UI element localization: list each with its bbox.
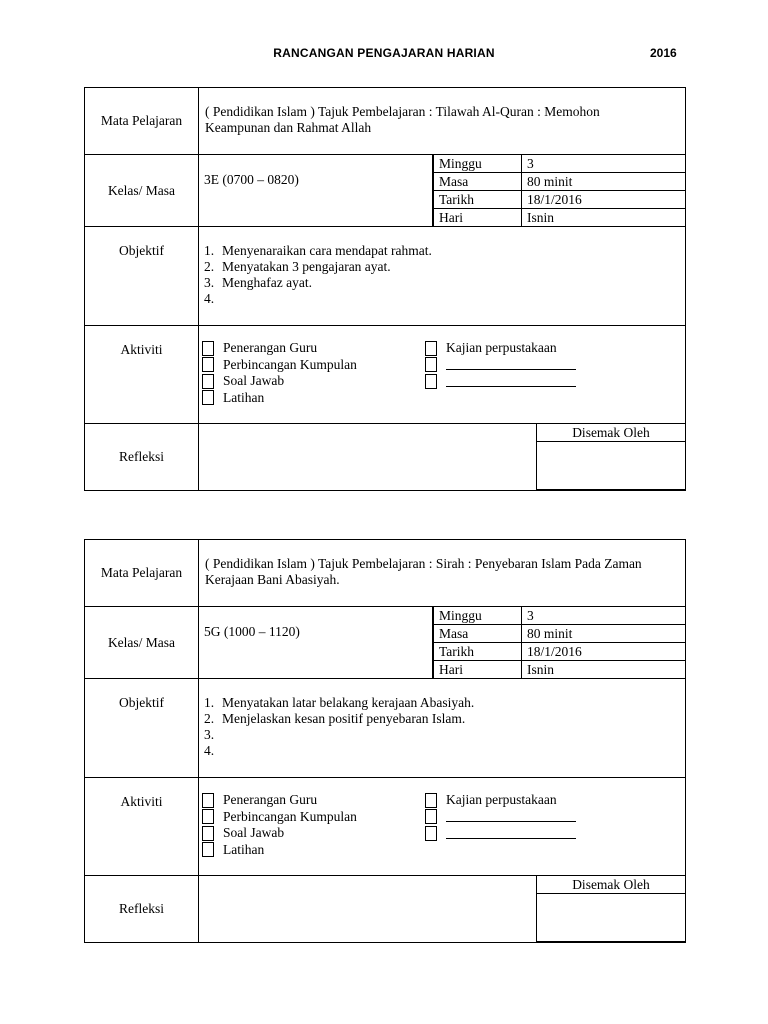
activity-label: Perbincangan Kumpulan (223, 808, 357, 824)
document-year: 2016 (650, 46, 677, 60)
activity-blank-line[interactable] (446, 359, 576, 370)
subject-cell (199, 88, 686, 155)
objective-num: 4. (204, 743, 215, 758)
activity-item (202, 373, 357, 390)
activities-cell (199, 778, 686, 876)
activity-blank-line[interactable] (446, 828, 576, 839)
objective-num: 2. (204, 259, 215, 274)
info-key: Minggu (434, 155, 522, 173)
info-key: Hari (434, 661, 522, 679)
objective-num: 1. (204, 695, 215, 710)
activity-item (425, 809, 576, 826)
objective-text: Menghafaz ayat. (222, 275, 312, 290)
info-value: 3 (522, 155, 686, 173)
activity-label: Soal Jawab (223, 825, 285, 841)
activity-label: Penerangan Guru (223, 340, 318, 356)
activity-checkbox[interactable] (202, 390, 214, 405)
activity-checkbox[interactable] (425, 826, 437, 841)
activity-checkbox[interactable] (202, 374, 214, 389)
subject-line: Keampunan dan Rahmat Allah (205, 120, 372, 135)
activity-checkbox[interactable] (202, 809, 214, 824)
activity-label: Penerangan Guru (223, 792, 318, 808)
activity-checkbox[interactable] (425, 374, 437, 389)
reflection-cell[interactable] (199, 424, 686, 491)
info-key: Masa (434, 173, 522, 191)
disemak-oleh-label: Disemak Oleh (537, 424, 685, 442)
activity-label: Kajian perpustakaan (446, 340, 557, 356)
activities-right (425, 340, 576, 390)
info-key: Tarikh (434, 643, 522, 661)
objektif-label: Objektif (85, 227, 199, 326)
activity-item (425, 357, 576, 374)
activity-label: Latihan (223, 389, 265, 405)
subject-line: ( Pendidikan Islam ) Tajuk Pembelajaran : Sirah : Penyebaran Islam Pada Zaman (205, 556, 642, 571)
info-key: Tarikh (434, 191, 522, 209)
info-value: Isnin (522, 661, 686, 679)
activity-checkbox[interactable] (202, 826, 214, 841)
objective-num: 1. (204, 243, 215, 258)
objektif-label: Objektif (85, 679, 199, 778)
activity-item (425, 373, 576, 390)
info-value: 80 minit (522, 625, 686, 643)
info-value: 18/1/2016 (522, 643, 686, 661)
activity-label: Kajian perpustakaan (446, 792, 557, 808)
activity-label: Latihan (223, 841, 265, 857)
lesson-plan-table (84, 87, 686, 491)
kelas-value: 5G (1000 – 1120) (199, 607, 433, 678)
subject-line: ( Pendidikan Islam ) Tajuk Pembelajaran : Tilawah Al-Quran : Memohon (205, 104, 600, 119)
info-table (433, 607, 685, 678)
document-title: RANCANGAN PENGAJARAN HARIAN (273, 46, 495, 60)
activity-checkbox[interactable] (202, 341, 214, 356)
info-value: 3 (522, 607, 686, 625)
activity-checkbox[interactable] (425, 809, 437, 824)
refleksi-label: Refleksi (85, 424, 199, 491)
info-key: Masa (434, 625, 522, 643)
activity-checkbox[interactable] (425, 341, 437, 356)
objective-item (204, 727, 685, 743)
activity-item (202, 357, 357, 374)
objective-num: 4. (204, 291, 215, 306)
aktiviti-label: Aktiviti (85, 326, 199, 424)
activity-item (202, 809, 357, 826)
activity-item (202, 825, 357, 842)
objective-num: 3. (204, 275, 215, 290)
activity-item (202, 340, 357, 357)
objective-text: Menjelaskan kesan positif penyebaran Islam. (222, 711, 466, 726)
mata-pelajaran-label: Mata Pelajaran (85, 540, 199, 607)
objective-item (204, 259, 685, 275)
activity-checkbox[interactable] (202, 793, 214, 808)
activities-cell (199, 326, 686, 424)
kelas-value: 3E (0700 – 0820) (199, 155, 433, 226)
info-value: Isnin (522, 209, 686, 227)
disemak-box (536, 423, 686, 490)
kelas-cell (199, 155, 686, 227)
objective-item (204, 291, 685, 307)
info-key: Minggu (434, 607, 522, 625)
activity-item (425, 340, 576, 357)
info-value: 18/1/2016 (522, 191, 686, 209)
reflection-cell[interactable] (199, 876, 686, 943)
mata-pelajaran-label: Mata Pelajaran (85, 88, 199, 155)
activity-item (202, 842, 357, 859)
activity-item (202, 792, 357, 809)
objective-text: Menyatakan 3 pengajaran ayat. (222, 259, 391, 274)
info-key: Hari (434, 209, 522, 227)
subject-cell (199, 540, 686, 607)
objective-item (204, 275, 685, 291)
kelas-masa-label: Kelas/ Masa (85, 155, 199, 227)
objective-item (204, 711, 685, 727)
activity-checkbox[interactable] (425, 793, 437, 808)
kelas-cell (199, 607, 686, 679)
activity-item (425, 792, 576, 809)
objective-text: Menyatakan latar belakang kerajaan Abasiyah. (222, 695, 475, 710)
objective-item (204, 695, 685, 711)
objective-num: 2. (204, 711, 215, 726)
refleksi-label: Refleksi (85, 876, 199, 943)
activity-item (425, 825, 576, 842)
activity-item (202, 390, 357, 407)
activity-blank-line[interactable] (446, 811, 576, 822)
objective-item (204, 243, 685, 259)
objectives-cell (199, 227, 686, 326)
info-value: 80 minit (522, 173, 686, 191)
disemak-box (536, 875, 686, 942)
activity-label: Soal Jawab (223, 373, 285, 389)
activity-checkbox[interactable] (202, 842, 214, 857)
activity-checkbox[interactable] (425, 357, 437, 372)
objective-item (204, 743, 685, 759)
info-table (433, 155, 685, 226)
aktiviti-label: Aktiviti (85, 778, 199, 876)
objective-num: 3. (204, 727, 215, 742)
lesson-plan-table (84, 539, 686, 943)
activities-left (202, 340, 357, 406)
activity-label: Perbincangan Kumpulan (223, 356, 357, 372)
activities-right (425, 792, 576, 842)
kelas-masa-label: Kelas/ Masa (85, 607, 199, 679)
activity-checkbox[interactable] (202, 357, 214, 372)
disemak-oleh-label: Disemak Oleh (537, 876, 685, 894)
activities-left (202, 792, 357, 858)
activity-blank-line[interactable] (446, 376, 576, 387)
objective-text: Menyenaraikan cara mendapat rahmat. (222, 243, 432, 258)
objectives-cell (199, 679, 686, 778)
subject-line: Kerajaan Bani Abasiyah. (205, 572, 340, 587)
